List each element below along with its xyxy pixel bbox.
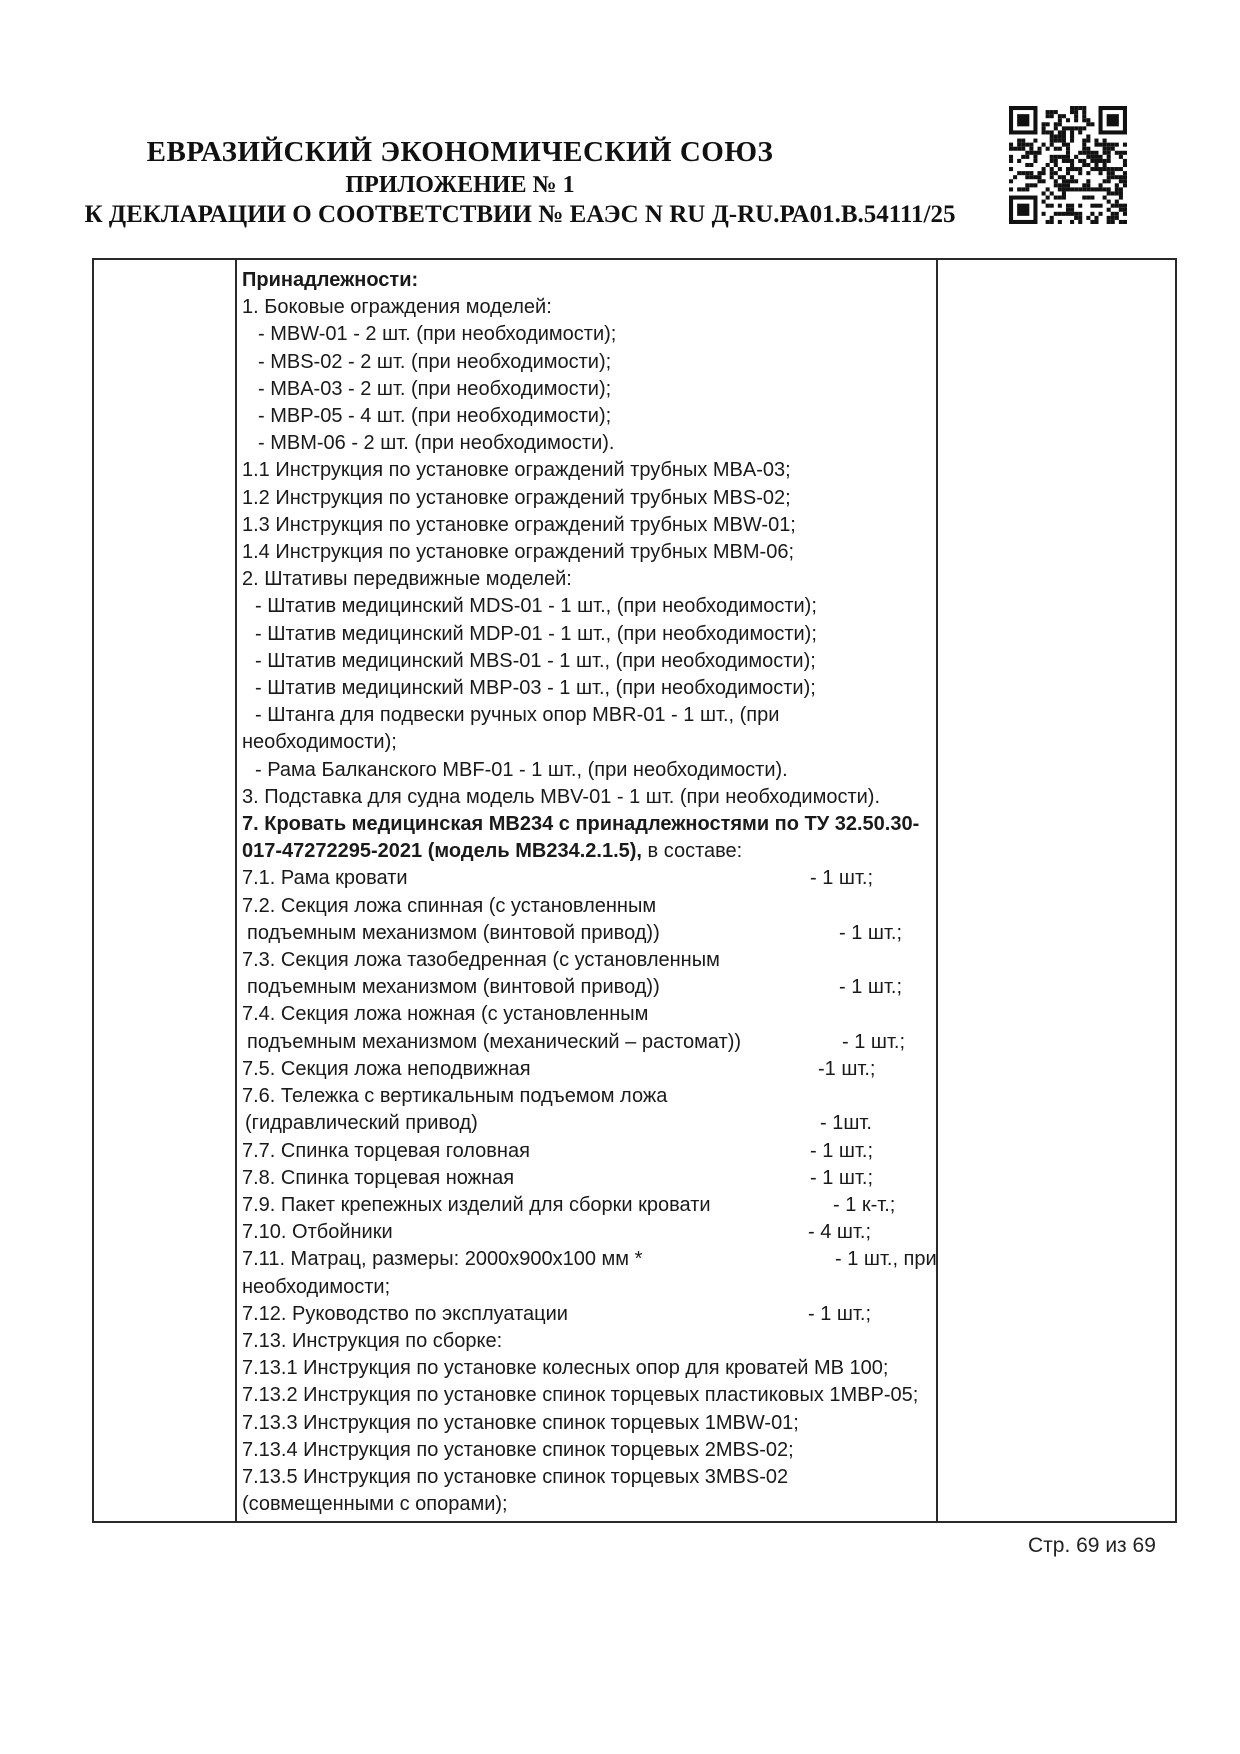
table-row: необходимости; [242, 1275, 391, 1298]
table-row: 7.9. Пакет крепежных изделий для сборки кровати - 1 к-т.; [242, 1192, 936, 1219]
quantity-value: - 1 шт.; [842, 1030, 905, 1053]
table-row: 7.13. Инструкция по сборке: [242, 1329, 503, 1352]
table-row: - Штатив медицинский MDP-01 - 1 шт., (при необходимости); [255, 622, 817, 645]
header-union-title: ЕВРАЗИЙСКИЙ ЭКОНОМИЧЕСКИЙ СОЮЗ [146, 136, 774, 168]
table-row: - MBA-03 - 2 шт. (при необходимости); [258, 377, 612, 400]
table-row: - MBS-02 - 2 шт. (при необходимости); [258, 350, 612, 373]
table-left-column [94, 260, 237, 1521]
table-row: 7.7. Спинка торцевая головная - 1 шт.; [242, 1138, 936, 1165]
table-row: 7.13.5 Инструкция по установке спинок торцевых 3MBS-02 [242, 1465, 789, 1488]
table-row: 1.3 Инструкция по установке ограждений трубных MBW-01; [242, 513, 796, 536]
quantity-value: - 1 шт.; [839, 921, 902, 944]
table-row: 2. Штативы передвижные моделей: [242, 568, 572, 591]
table-row: 7.11. Матрац, размеры: 2000х900х100 мм * - 1 шт., при [242, 1246, 936, 1273]
quantity-value: - 1 шт.; [839, 976, 902, 999]
table-row: - MBM-06 - 2 шт. (при необходимости). [258, 432, 615, 455]
page-number: Стр. 69 из 69 [1028, 1534, 1156, 1557]
quantity-value: - 1 шт.; [810, 867, 873, 890]
table-row: Принадлежности: [242, 269, 419, 291]
quantity-value: - 4 шт.; [808, 1221, 871, 1244]
table-row: - Штатив медицинский MBP-03 - 1 шт., (при необходимости); [255, 677, 816, 700]
declaration-appendix-table [92, 258, 1177, 1523]
table-right-column [938, 260, 1175, 1521]
table-row: 017-47272295-2021 (модель МВ234.2.1.5), в составе: [242, 840, 743, 863]
table-row: - MBW-01 - 2 шт. (при необходимости); [258, 323, 617, 346]
table-row: 7.10. Отбойники - 4 шт.; [242, 1219, 936, 1246]
header-declaration-number: К ДЕКЛАРАЦИИ О СООТВЕТСТВИИ № ЕАЭС N RU Д-RU.РА01.В.54111/25 [84, 201, 956, 228]
table-row: 1.2 Инструкция по установке ограждений трубных MBS-02; [242, 486, 791, 509]
table-row: 7.6. Тележка с вертикальным подъемом ложа [242, 1085, 668, 1108]
table-row: подъемным механизмом (винтовой привод)) - 1 шт.; [242, 974, 936, 1001]
table-row: - MBP-05 - 4 шт. (при необходимости); [258, 405, 612, 428]
quantity-value: - 1 к-т.; [833, 1193, 896, 1216]
quantity-value: - 1 шт., при [835, 1248, 937, 1271]
table-row: подъемным механизмом (механический – растомат)) - 1 шт.; [242, 1029, 936, 1056]
table-row: (совмещенными с опорами); [242, 1493, 508, 1516]
quantity-value: - 1 шт.; [808, 1302, 871, 1325]
table-row: 7.3. Секция ложа тазобедренная (с установленным [242, 949, 720, 972]
table-row: 1.4 Инструкция по установке ограждений трубных MBM-06; [242, 541, 795, 564]
qr-code-icon [1008, 106, 1128, 224]
table-row: 7.12. Руководство по эксплуатации - 1 шт.; [242, 1301, 936, 1328]
table-row: 1.1 Инструкция по установке ограждений трубных MBA-03; [242, 459, 791, 482]
table-row: - Штанга для подвески ручных опор MBR-01 - 1 шт., (при [255, 704, 780, 727]
table-row: 7.13.1 Инструкция по установке колесных опор для кроватей МВ 100; [242, 1357, 889, 1380]
table-row: 7.2. Секция ложа спинная (с установленным [242, 894, 657, 917]
table-row: - Штатив медицинский MDS-01 - 1 шт., (при необходимости); [255, 595, 817, 618]
quantity-value: - 1шт. [820, 1112, 872, 1135]
table-row: 7. Кровать медицинская МВ234 с принадлежностями по ТУ 32.50.30- [242, 813, 920, 836]
table-row: (гидравлический привод) - 1шт. [242, 1110, 936, 1137]
table-row: 7.13.2 Инструкция по установке спинок торцевых пластиковых 1МВР-05; [242, 1384, 919, 1407]
table-row: - Рама Балканского MBF-01 - 1 шт., (при необходимости). [255, 758, 788, 781]
quantity-value: - 1 шт.; [810, 1166, 873, 1189]
table-row: 7.8. Спинка торцевая ножная - 1 шт.; [242, 1165, 936, 1192]
quantity-value: - 1 шт.; [810, 1139, 873, 1162]
table-row: 7.4. Секция ложа ножная (с установленным [242, 1003, 649, 1026]
table-row: 7.1. Рама кровати - 1 шт.; [242, 865, 936, 892]
table-row: - Штатив медицинский MBS-01 - 1 шт., (при необходимости); [255, 649, 816, 672]
table-main-cell [237, 260, 938, 1521]
table-row: 7.13.3 Инструкция по установке спинок торцевых 1MBW-01; [242, 1411, 799, 1434]
quantity-value: -1 шт.; [818, 1057, 876, 1080]
header-appendix-title: ПРИЛОЖЕНИЕ № 1 [345, 172, 575, 198]
table-row: необходимости); [242, 731, 397, 754]
table-row: 7.5. Секция ложа неподвижная -1 шт.; [242, 1056, 936, 1083]
table-row: 3. Подставка для судна модель MBV-01 - 1 шт. (при необходимости). [242, 785, 881, 808]
table-row: 1. Боковые ограждения моделей: [242, 296, 552, 319]
table-row: 7.13.4 Инструкция по установке спинок торцевых 2MBS-02; [242, 1438, 794, 1461]
table-row: подъемным механизмом (винтовой привод)) - 1 шт.; [242, 920, 936, 947]
